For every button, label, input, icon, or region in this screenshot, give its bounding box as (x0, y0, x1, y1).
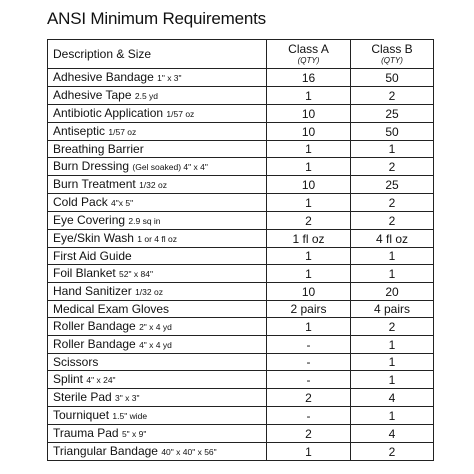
table-row (48, 87, 434, 105)
item-size: 2.5 yd (134, 91, 159, 101)
class-a-qty: 1 (267, 265, 351, 283)
requirements-table (47, 39, 434, 461)
item-size: 2" x 4 yd (139, 322, 172, 332)
item-description-cell (48, 389, 267, 407)
class-a-qty: 1 (267, 248, 351, 265)
class-b-qty: 50 (351, 69, 434, 87)
item-size: 4"x 5" (111, 198, 134, 208)
table-header-row (48, 40, 434, 69)
item-description-cell (48, 230, 267, 248)
item-description-cell (48, 301, 267, 318)
class-b-qty: 20 (351, 283, 434, 301)
item-description-cell (48, 425, 267, 443)
class-a-label: Class A (288, 42, 329, 56)
item-name: Adhesive Tape (53, 88, 132, 102)
item-name: Eye Covering (53, 213, 126, 227)
table-row (48, 123, 434, 141)
table-row (48, 371, 434, 389)
item-size: 52" x 84" (119, 269, 153, 279)
table-row (48, 443, 434, 461)
item-name: Tourniquet (53, 408, 110, 422)
item-name: Antiseptic (53, 124, 106, 138)
class-a-qty: 2 pairs (267, 301, 351, 318)
item-name: Roller Bandage (53, 319, 136, 333)
class-a-qty: 1 (267, 318, 351, 336)
class-a-qty: 2 (267, 425, 351, 443)
item-size: 5" x 9" (121, 429, 147, 439)
item-description-cell (48, 283, 267, 301)
table-row (48, 425, 434, 443)
item-description-cell (48, 336, 267, 354)
class-b-qty: 50 (351, 123, 434, 141)
item-description-cell (48, 371, 267, 389)
item-description-cell (48, 105, 267, 123)
item-name: Eye/Skin Wash (53, 231, 134, 245)
class-a-qty: 10 (267, 105, 351, 123)
table-row (48, 354, 434, 371)
class-b-qty: 1 (351, 248, 434, 265)
class-b-qty: 1 (351, 354, 434, 371)
item-size: 40" x 40" x 56" (161, 447, 217, 457)
item-name: Hand Sanitizer (53, 284, 132, 298)
table-row (48, 301, 434, 318)
class-b-qty: 1 (351, 141, 434, 158)
item-name: Roller Bandage (53, 337, 136, 351)
column-header-description: Description & Size (48, 40, 267, 69)
item-name: Triangular Bandage (53, 444, 158, 458)
class-b-qty: 4 pairs (351, 301, 434, 318)
item-description-cell (48, 87, 267, 105)
item-size: 4" x 24" (86, 375, 116, 385)
class-b-qty: 4 fl oz (351, 230, 434, 248)
item-size: (Gel soaked) 4" x 4" (132, 162, 208, 172)
item-description-cell (48, 212, 267, 230)
table-row (48, 283, 434, 301)
item-name: Foil Blanket (53, 266, 116, 280)
class-b-qty: 2 (351, 318, 434, 336)
class-b-qty-label: (QTY) (381, 56, 403, 65)
table-row (48, 141, 434, 158)
table-row (48, 194, 434, 212)
class-a-qty: 1 (267, 443, 351, 461)
class-a-qty: - (267, 371, 351, 389)
item-size: 1/32 oz (135, 287, 163, 297)
item-size: 1/57 oz (108, 127, 137, 137)
class-a-qty: 1 (267, 158, 351, 176)
class-a-qty: 1 (267, 194, 351, 212)
table-row (48, 212, 434, 230)
item-name: Scissors (53, 355, 99, 369)
item-name: Sterile Pad (53, 390, 112, 404)
item-name: Medical Exam Gloves (53, 302, 170, 316)
item-size: 1/32 oz (139, 180, 167, 190)
item-name: Antibiotic Application (53, 106, 164, 120)
item-description-cell (48, 69, 267, 87)
table-row (48, 230, 434, 248)
table-row (48, 407, 434, 425)
class-a-qty: 2 (267, 389, 351, 407)
table-row (48, 105, 434, 123)
table-row (48, 176, 434, 194)
class-a-qty: 2 (267, 212, 351, 230)
table-row (48, 318, 434, 336)
class-b-qty: 2 (351, 443, 434, 461)
item-description-cell (48, 158, 267, 176)
item-name: Splint (53, 372, 84, 386)
class-a-qty: 10 (267, 123, 351, 141)
item-description-cell (48, 248, 267, 265)
class-b-qty: 2 (351, 158, 434, 176)
class-a-qty: - (267, 354, 351, 371)
table-row (48, 248, 434, 265)
item-size: 1/57 oz (166, 109, 195, 119)
class-b-qty: 4 (351, 425, 434, 443)
item-description-cell (48, 176, 267, 194)
item-size: 3" x 3" (115, 393, 140, 403)
item-description-cell (48, 318, 267, 336)
item-size: 4" x 4 yd (139, 340, 172, 350)
item-size: 1 or 4 fl oz (137, 234, 177, 244)
table-row (48, 389, 434, 407)
page-title: ANSI Minimum Requirements (47, 9, 266, 28)
item-name: First Aid Guide (53, 249, 132, 263)
class-a-qty: - (267, 407, 351, 425)
class-a-qty: 16 (267, 69, 351, 87)
item-name: Burn Treatment (53, 177, 136, 191)
class-b-qty: 1 (351, 407, 434, 425)
class-b-qty: 2 (351, 87, 434, 105)
item-description-cell (48, 265, 267, 283)
item-description-cell (48, 141, 267, 158)
item-name: Cold Pack (53, 195, 108, 209)
table-row (48, 69, 434, 87)
table-row (48, 158, 434, 176)
column-header-class-b (351, 40, 434, 69)
class-b-qty: 2 (351, 194, 434, 212)
item-size: 2.9 sq in (128, 216, 161, 226)
item-description-cell (48, 194, 267, 212)
item-description-cell (48, 443, 267, 461)
item-description-cell (48, 123, 267, 141)
class-b-qty: 1 (351, 371, 434, 389)
class-b-qty: 1 (351, 336, 434, 354)
class-b-qty: 4 (351, 389, 434, 407)
item-name: Burn Dressing (53, 159, 130, 173)
item-description-cell (48, 354, 267, 371)
class-a-qty: 10 (267, 176, 351, 194)
class-a-qty: - (267, 336, 351, 354)
table-row (48, 336, 434, 354)
item-size: 1.5" wide (112, 411, 148, 421)
table-row (48, 265, 434, 283)
class-a-qty: 1 fl oz (267, 230, 351, 248)
item-description-cell (48, 407, 267, 425)
column-header-class-a (267, 40, 351, 69)
class-b-qty: 25 (351, 105, 434, 123)
item-name: Breathing Barrier (53, 142, 144, 156)
class-b-qty: 25 (351, 176, 434, 194)
class-b-qty: 2 (351, 212, 434, 230)
class-a-qty: 1 (267, 87, 351, 105)
class-a-qty-label: (QTY) (297, 56, 320, 65)
item-size: 1" x 3" (157, 73, 182, 83)
class-b-qty: 1 (351, 265, 434, 283)
item-name: Trauma Pad (53, 426, 119, 440)
class-a-qty: 1 (267, 141, 351, 158)
class-a-qty: 10 (267, 283, 351, 301)
item-name: Adhesive Bandage (53, 70, 154, 84)
class-b-label: Class B (371, 42, 413, 56)
